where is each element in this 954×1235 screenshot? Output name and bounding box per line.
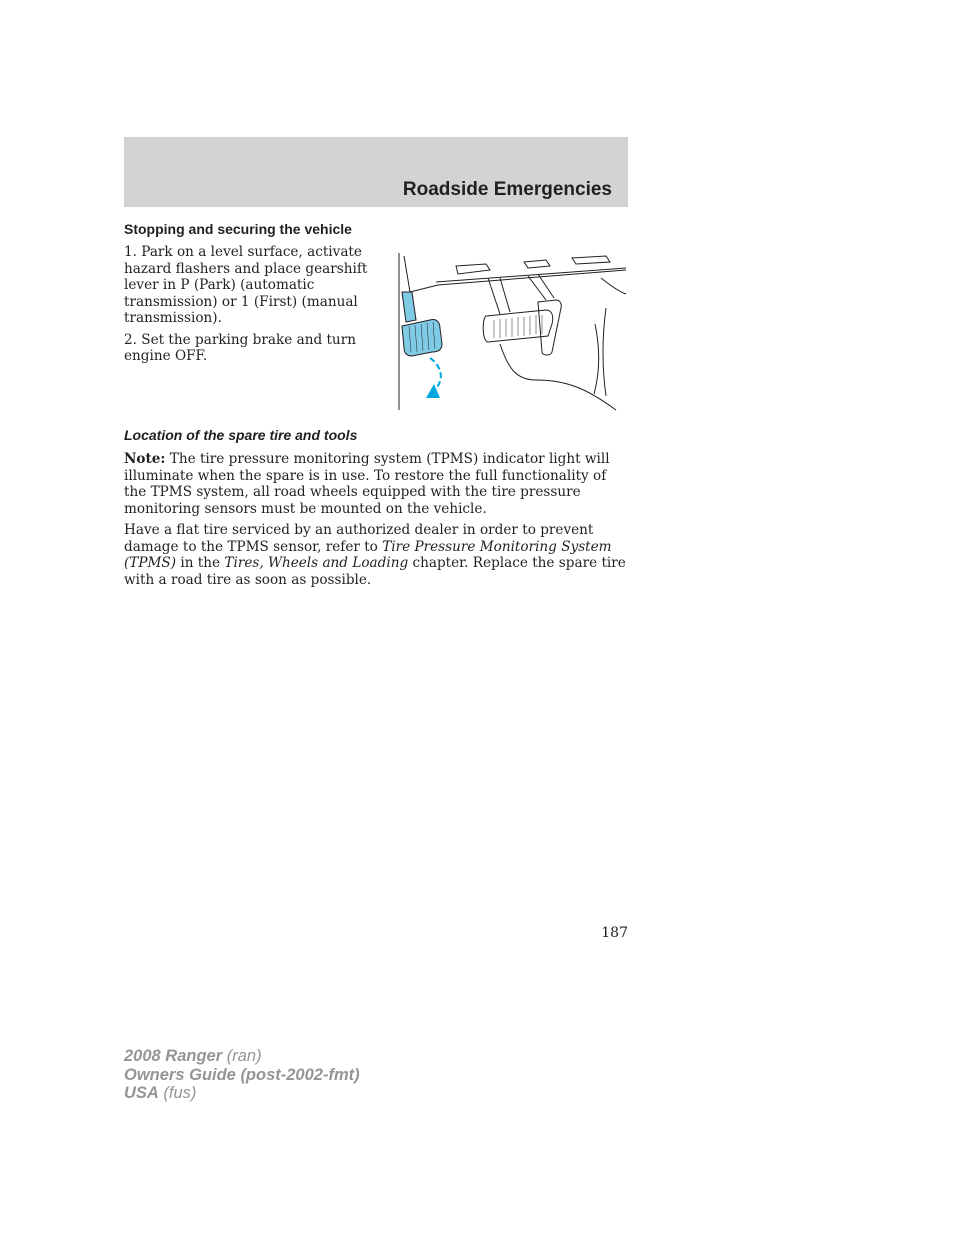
- heading-stopping-vehicle: Stopping and securing the vehicle: [124, 221, 352, 237]
- service-paragraph: [124, 522, 628, 588]
- note-text: The tire pressure monitoring system (TPMS) indicator light will illuminate when the spare is in use. To restore the full functionality of the TPMS system, all road wheels equipped with the tire pressure monitoring sensors must be mounted on the vehicle.: [124, 451, 610, 517]
- service-text-b: in the: [176, 555, 225, 571]
- section-title: Roadside Emergencies: [402, 179, 612, 200]
- footer-model: 2008 Ranger: [124, 1047, 223, 1065]
- footer-guide: Owners Guide (post-2002-fmt): [124, 1065, 360, 1084]
- section-header-band: [124, 137, 628, 207]
- service-text-c: chapter. Replace the spare tire with a road tire as soon as possible.: [124, 555, 626, 588]
- heading-spare-tire-location: Location of the spare tire and tools: [124, 427, 358, 443]
- spare-tire-text: [124, 451, 628, 588]
- tires-chapter-reference: Tires, Wheels and Loading: [224, 555, 409, 571]
- step-1: 1. Park on a level surface, activate hazard flashers and place gearshift lever in P (Park) (automatic transmission) or 1 (First) (manual transmission).: [124, 244, 368, 326]
- footer-market-code: (fus): [158, 1084, 197, 1102]
- step-2: 2. Set the parking brake and turn engine OFF.: [124, 331, 356, 364]
- note-label: Note:: [124, 451, 166, 467]
- page-number: 187: [601, 925, 628, 941]
- note-paragraph: [124, 451, 628, 517]
- document-footer: [124, 1047, 360, 1103]
- footer-model-code: (ran): [222, 1047, 262, 1065]
- parking-brake-pedal-illustration: [396, 248, 628, 412]
- steps-text: [124, 244, 372, 365]
- service-text-a: Have a flat tire serviced by an authorized dealer in order to prevent damage to the TPMS sensor, refer to: [124, 522, 594, 555]
- footer-market: USA: [124, 1084, 159, 1102]
- tpms-reference: Tire Pressure Monitoring System (TPMS): [124, 538, 612, 571]
